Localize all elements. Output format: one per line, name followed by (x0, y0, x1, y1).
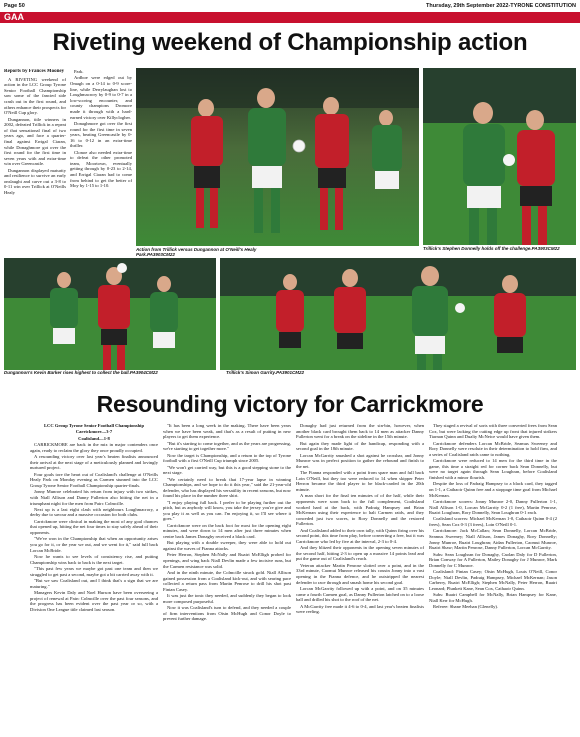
paragraph: "We won't get carried way, but this is a good stepping stone to the next stage. (163, 464, 291, 476)
page-header (0, 0, 580, 12)
paragraph: CARRICKMORE are back in the mix in major contenders once again, ready to reclaim the glory they once proudly occupied. (30, 442, 158, 453)
story2-column-3 (296, 423, 424, 734)
paragraph: And they blitzed their opponents in the opening seven minutes of the second half, hitting 2-3 to open up a massive 14 points lead and put the game out of Coalisland's reach. (296, 545, 424, 562)
photo-simon-garrity-image (220, 258, 576, 370)
paragraph: Lorcan McGarrity followed up with a point, and on 35 minutes came a fourth Carmen goal, as Danny Fullerton latched on to a loose ball and drilled his shot to the roof of the net. (296, 586, 424, 603)
page-number: Page 50 (4, 3, 25, 9)
paragraph: A resounding victory over last year's beaten finalists announced their arrival at the next stage of a meticulously planned and lovingly nurtured project. (30, 454, 158, 471)
paragraph: They staged a revival of sorts with three converted frees from Sean Cox, but were lacking the cutting edge up front that injured strikers Tiarnan Quinn and Dualty McNeice would have given them. (429, 423, 557, 440)
caption-action-main: Action from Trillick versus Dungannon at O'Neill's Healy Park.PA3903CM22 (136, 247, 257, 258)
photo-action-main-image (136, 68, 419, 246)
paragraph: And Coalisland added to their own tally, with Quinn firing over his second point, this time from play, before converting a free, but it was Carrickmore who led by five at the interval, 2-3 to 0-4. (296, 527, 424, 544)
paragraph: "It has been a long week in the making. There have been years when we have been weak, and that's as a result of putting in new players to get them experience. (163, 423, 291, 440)
paragraph: Coalisland scorers: Michael McKernan 1-0, Cathaoir Quinn 0-4 (2 frees), Sean Cox 0-3 (3 frees), Loin O'Neill 0-1. (429, 516, 557, 528)
paragraph: Now he wants to see levels of consistency rise, and putting Championship wins back to back is the next target. (30, 554, 158, 565)
paragraph: Veteran attacker Martin Penrose slotted over a point, and in the 33rd minute, Caomui Munroe released his cousin Jonny into a vast opening in the Fianna defence, and he outstripped the nearest defender to race through and smash home his second goal. (296, 562, 424, 585)
paragraph: But playing with a double sweeper, they were able to hold out against the waves of Fianna attacks. (163, 540, 291, 552)
paragraph: "I enjoy playing full back. I prefer to be playing further out the pitch, but as anybody will know, you take the jersey you're give and you play it as well as you can. I'm enjoying it, so I'll see where it goes." (163, 499, 291, 522)
paragraph: Park. (74, 69, 84, 74)
paragraph: "But we saw Coalisland out, and I think that's a sign that we are maturing." (30, 578, 158, 589)
section-label: GAA (4, 12, 24, 22)
photo-kevin-barker (4, 258, 216, 370)
paragraph: Four goals tore the heart out of Coalisland's challenge at O'Neills Healy Park on Monday evening as Carmen stunned into the LCC Group Tyrone Senior Football Championship quarter-finals. (30, 471, 158, 488)
paragraph: Carrickmore: Jack McCallan; Sean Donnelly, Lorcan McBride, Seamus Sweeney; Niall Allison, James Donaghy, Rory Donnelly; Jonny Munroe, Ruairi Loughran; Aidan Fullerton, Caomui Munroe, Ruairi Shaw; Martin Penrose, Danny Fullerton, Lorcan McGarrity. (429, 528, 557, 551)
paragraph: Jonny Munroe celebrated his return from injury with two strikes, with Niall Allison and Danny Fullerton also hitting the net in a triumphant night for the men from Pairc Colmcille. (30, 489, 158, 506)
paragraph: Next up is a last eight clash with neighbours Loughmacrory, a derby due to savour and a massive occasion for both clubs. (30, 506, 158, 518)
paragraph: LCC Group Tyrone Senior Football Championship (43, 423, 145, 428)
story2-column-2 (163, 423, 291, 734)
paragraph: A man short for the final ten minutes of of the half, while their opponents were soon back to the full complement, Coalisland worked hard at the back, with Padraig Hampsey and Brian McKernan using their experience to halt Carmen raids, and they conceded just two scores, to Rory Donnelly and the restored Fullerton. (296, 493, 424, 527)
story1-headline: Riveting weekend of Championship action (52, 29, 528, 56)
paragraph: Dungannon displayed maturity and resilience to survive an early onslaught and carve out a 3-8 to 0-11 win over Trillick at O'Neills Healy (4, 167, 66, 196)
paragraph: Dungannon, title winners in 2002, defeated Trillick in a repeat of that sensational final of two years ago, and face a quarter-final against Errigal Ciaran, while Donaghmore got over the first round for the first time in seven years with and extra-time win over Greencastle. (4, 116, 66, 167)
paragraph: Donaghy had just returned from the sin-bin, however, when another black card brought them back to 14 men as attacker Danny Fullerton went for a break on the sideline in the 15th minute. (296, 423, 424, 440)
paragraph: Subs: Sean Loughran for Donaghy, Caolan Daly for D Fullerton, Brian Conway for A Fullerton, Mailey Donaghy for J Munroe, Mark Donnelly for C Munroe. (429, 551, 557, 568)
paragraph: Subs: Ruairi Campbell for McNally, Brian Hampsey for Kane, Niall Kerr for McHugh. (429, 592, 557, 603)
paragraph: Lorcan McGarrity smashed a shot against he crossbar, and Jonny Munroe was in perfect position to gather the rebound and finish to the net. (296, 452, 424, 469)
paragraph: And in the ninth minute, the Colmcille struck gold. Niall Allison gained possession from a Coalisland kick-out, and with searing pace collected a return pass from Martin Penrose to drill his shot past Fintan Casey. (163, 570, 291, 592)
section-banner (0, 12, 580, 23)
paragraph: Donaghmore got over the first round for the first time in seven years, beating Greencastle by 0-16 to 0-12 in an extra-time thriller. (70, 120, 132, 149)
date-line: Thursday, 29th September 2022-TYRONE CONSTITUTION (426, 3, 576, 9)
caption-simon-garrity: Trillick's Simon Garrity.PA3901CM22 (226, 370, 305, 375)
caption-stephen-donnelly: Trillick's Stephen Donnelly holds off the challenge.PA3903CM22 (423, 246, 560, 251)
paragraph: "This past few years we maybe got past one team and then we struggled to get past a second, maybe got a bit carried away with it. (30, 566, 158, 577)
photo-action-main (136, 68, 419, 246)
paragraph: "But it's starting to come together, and as the years are progressing, we're starting to get together more." (163, 440, 291, 452)
story1-column-1 (4, 69, 66, 279)
paragraph: The Fianna responded with a point from spare man and full back Loin O'Neill, but they too were reduced to 14 when skipper Peter Herron became the third player to be black-carded in the 20th minute. (296, 470, 424, 492)
photo-stephen-donnelly (423, 68, 576, 245)
paragraph: "We've won in the Championship that when an opportunity arises you go for it, or the year we out, and we went for it," said full back Lorcan McBride. (30, 536, 158, 553)
paragraph: Ardboe were edged out by Omagh on a 0-14 to 0-9 score-line, while Derrylaughan lost to Loughmacrory by 0-9 to 0-7 in a low-scoring encounter, and county champions Dromore made it through with a hard-earned victory over Killyclogher. (70, 75, 132, 120)
story2-headline: Resounding victory for Carrickmore (96, 391, 484, 417)
paragraph: A McGarrity free made it 4-6 to 0-4, and last year's beaten finalists were reeling. (296, 603, 424, 615)
paragraph: Coalisland: Fintan Casey; Oisin McHugh, Louis O'Neill, Conor Doyle; Niall Devlin, Padraig Hampsey, Michael McKernan; Jason Carberry, Ruairi McElligh; Stephen McNally, Peter Herron, Ruairi Leonard; Plunkett Kane, Sean Cox, Cathaoir Quinn. (429, 569, 557, 591)
paragraph: Coalisland....1-8 (78, 435, 110, 441)
photo-kevin-barker-image (4, 258, 216, 370)
paragraph: Carrickmore were clinical in making the most of any goal chances that opened up, hitting the net four times to stay safely ahead of their opponents. (30, 518, 158, 536)
paragraph: Carrickmore defenders Lorcan McBride, Seamus Sweeney and Rory Donnelly were resolute in their determination to hold firm, and a series of Coalisland raids came to nothing. (429, 440, 557, 457)
paragraph: Now it was Coalisland's turn to defend, and they needed a couple of firm interventions from Oisin McHugh and Conor Doyle to prevent further damage. (163, 605, 291, 622)
photo-stephen-donnelly-image (423, 68, 576, 245)
paragraph: Carrickmore were reduced to 14 men for the third time in the game, this time a straight red for corner back Sean Donnelly, but were no target again through Sean Loughran, before Coalisland finished with a minor flourish. (429, 458, 557, 480)
story1-column-2 (70, 69, 132, 279)
story2-column-1 (30, 423, 158, 734)
story2-column-4 (429, 423, 557, 734)
paragraph: Carrickmore....3-7 (75, 429, 113, 435)
paragraph: Peter Herron, Stephen McNally and Ruairi McElligh probed for openings, and wing back Niall Devlin made a few incisive runs, but the Carmen resistance was solid. (163, 552, 291, 569)
paragraph: It was just the tonic they needed, and suddenly they began to look more composed purposeful. (163, 593, 291, 604)
story1-byline: Reports by Frances Mooney (4, 69, 65, 74)
photo-simon-garrity (220, 258, 576, 370)
paragraph: A RIVETING weekend of action in the LCC Group Tyrone Senior Football Championship saw some of the fancied side crash out in the first round, and others enhance their prospects for O'Neill Cup glory. (4, 76, 66, 116)
paragraph: But again they made light of the handicap, responding with a second goal in the 18th minute. (296, 440, 424, 452)
paragraph: Carrickmore scorers: Jonny Munroe 2-0, Danny Fullerton 1-1, Niall Allison 1-0, Lorcan McGarrity 0-2 (1 free), Martin Penrose, Ruairi Loughran, Rory Donnelly, Sean Loughran 0-1 each. (429, 498, 557, 516)
paragraph: Despite the loss of Padraig Hampsey to a black card, they tagged on 1-1, a Cathaoir Quinn free and a stoppage time goal from Michael McKernan. (429, 481, 557, 498)
paragraph: "We certainly need to break that 17-year lapse in winning Championships, and we hope to do it this year," said the 21-year-old defender, who has displayed his versatility in recent seasons, but now found his place in the number three shirt. (163, 476, 291, 499)
paragraph: Now the target is Championship, and a return to the top of Tyrone football with a first O'Neill Cup triumph since 2005. (163, 452, 291, 464)
caption-kevin-barker: Dungannon's Kevin Barker rises highest to collect the ball.PA3904CM22 (4, 370, 158, 375)
paragraph: Managers Kevin Daly and Noel Hurson have been overseeing a project of renewal at Pairc Colmcille over the past four seasons, and the progress has been evident over the past year or so, with a Division One League title claimed last season. (30, 589, 158, 612)
paragraph: Referee: Shane Meehan (Glenelly). (433, 604, 499, 610)
paragraph: Carrickmore were on the back foot for most for the opening eight minutes, and were down to 14 men after just three minutes when centre back James Donaghy received a black card. (163, 522, 291, 540)
paragraph: Clonoe also needed extra-time to defeat the other promoted team, Moortown, eventually getting through by 0-23 to 2-14, and Errigal Ciaran had to come from behind to get the better of Moy by 1-15 to 1-10. (70, 149, 132, 189)
